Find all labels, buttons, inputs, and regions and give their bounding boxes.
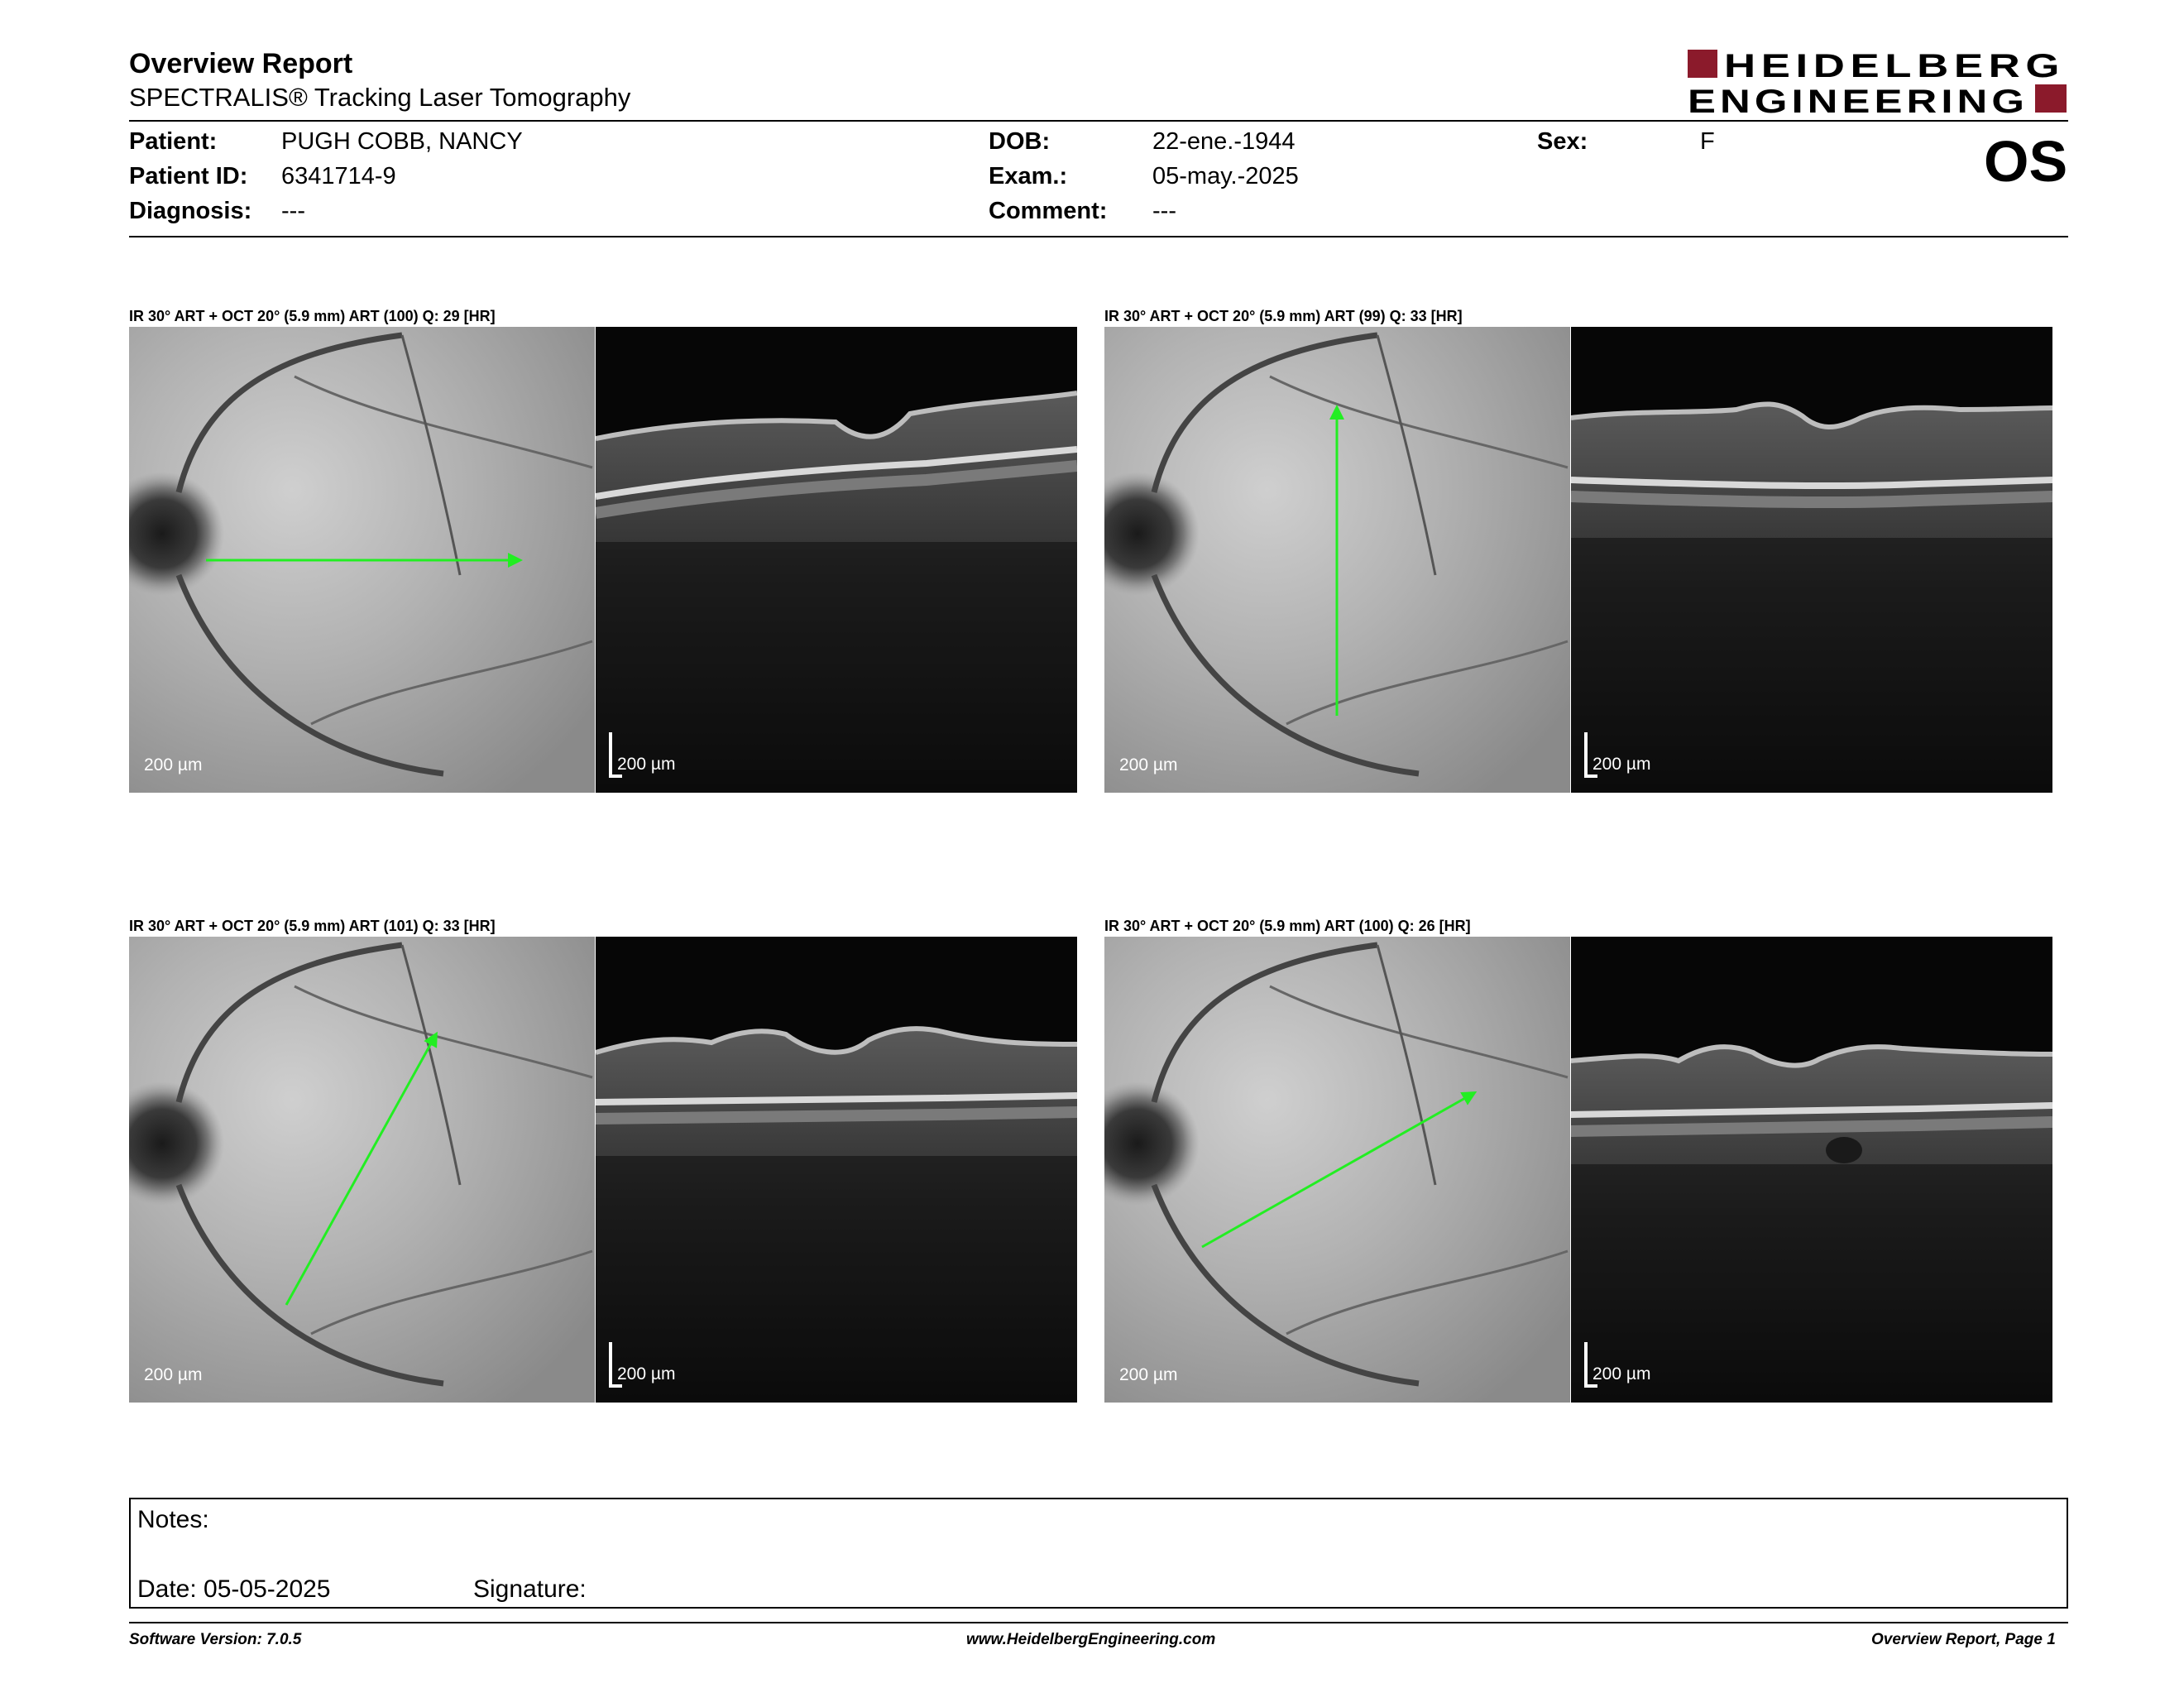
logo-line2: ENGINEERING	[1688, 84, 2028, 116]
bscan-image-3	[596, 937, 1077, 1403]
bscan-image-2	[1571, 327, 2052, 793]
bscan-image-1	[596, 327, 1077, 793]
scan-label-1: IR 30° ART + OCT 20° (5.9 mm) ART (100) Q: 29 [HR]	[129, 308, 496, 324]
bscan-scalebar-foot-3	[609, 1384, 622, 1388]
patient-name: PUGH COBB, NANCY	[281, 128, 523, 155]
patient-id-value: 6341714-9	[281, 163, 396, 189]
report-title: Overview Report	[129, 48, 353, 79]
bscan-scalebar-3	[609, 1342, 612, 1388]
fundus-scale-2: 200 µm	[1119, 755, 1178, 774]
bscan-image-4	[1571, 937, 2052, 1403]
scan-label-2: IR 30° ART + OCT 20° (5.9 mm) ART (99) Q: 33 [HR]	[1104, 308, 1463, 324]
fundus-image-4	[1104, 937, 1570, 1403]
comment-label: Comment:	[989, 198, 1108, 224]
fundus-scale-4: 200 µm	[1119, 1365, 1178, 1384]
notes-label: Notes:	[137, 1506, 209, 1533]
logo-accent-square-bottom	[2035, 84, 2067, 113]
footer-page-number: Overview Report, Page 1	[1871, 1631, 2056, 1648]
logo-accent-square-top	[1688, 50, 1717, 78]
notes-box	[129, 1498, 2068, 1609]
heidelberg-logo	[1688, 46, 2068, 116]
diagnosis-label: Diagnosis:	[129, 198, 252, 224]
fundus-image-2	[1104, 327, 1570, 793]
header-divider	[129, 120, 2068, 122]
dob-value: 22-ene.-1944	[1152, 128, 1296, 155]
sex-value: F	[1700, 128, 1715, 155]
exam-label: Exam.:	[989, 163, 1068, 189]
bscan-scalebar-foot-1	[609, 774, 622, 778]
bscan-scale-3: 200 µm	[617, 1364, 676, 1383]
sex-label: Sex:	[1537, 128, 1588, 155]
notes-signature-label: Signature:	[473, 1575, 587, 1603]
bscan-scalebar-4	[1584, 1342, 1588, 1388]
fundus-scale-1: 200 µm	[144, 755, 203, 774]
comment-value: ---	[1152, 198, 1176, 224]
fundus-scale-3: 200 µm	[144, 1365, 203, 1384]
diagnosis-value: ---	[281, 198, 305, 224]
patient-id-label: Patient ID:	[129, 163, 248, 189]
patient-divider	[129, 236, 2068, 237]
fundus-image-1	[129, 327, 595, 793]
bscan-scalebar-2	[1584, 732, 1588, 778]
bscan-scalebar-foot-4	[1584, 1384, 1597, 1388]
footer-divider	[129, 1622, 2068, 1623]
bscan-scale-4: 200 µm	[1592, 1364, 1651, 1383]
bscan-scale-1: 200 µm	[617, 755, 676, 774]
bscan-scalebar-1	[609, 732, 612, 778]
scan-label-4: IR 30° ART + OCT 20° (5.9 mm) ART (100) Q: 26 [HR]	[1104, 918, 1471, 934]
exam-value: 05-may.-2025	[1152, 163, 1299, 189]
footer-website: www.HeidelbergEngineering.com	[966, 1631, 1216, 1648]
notes-date: Date: 05-05-2025	[137, 1575, 331, 1603]
scan-label-3: IR 30° ART + OCT 20° (5.9 mm) ART (101) Q: 33 [HR]	[129, 918, 496, 934]
fundus-image-3	[129, 937, 595, 1403]
logo-line1: HEIDELBERG	[1724, 48, 2065, 84]
eye-indicator: OS	[1984, 129, 2068, 194]
report-subtitle: SPECTRALIS® Tracking Laser Tomography	[129, 83, 631, 112]
bscan-scalebar-foot-2	[1584, 774, 1597, 778]
dob-label: DOB:	[989, 128, 1051, 155]
patient-label: Patient:	[129, 128, 218, 155]
bscan-scale-2: 200 µm	[1592, 755, 1651, 774]
footer-software-version: Software Version: 7.0.5	[129, 1631, 302, 1648]
